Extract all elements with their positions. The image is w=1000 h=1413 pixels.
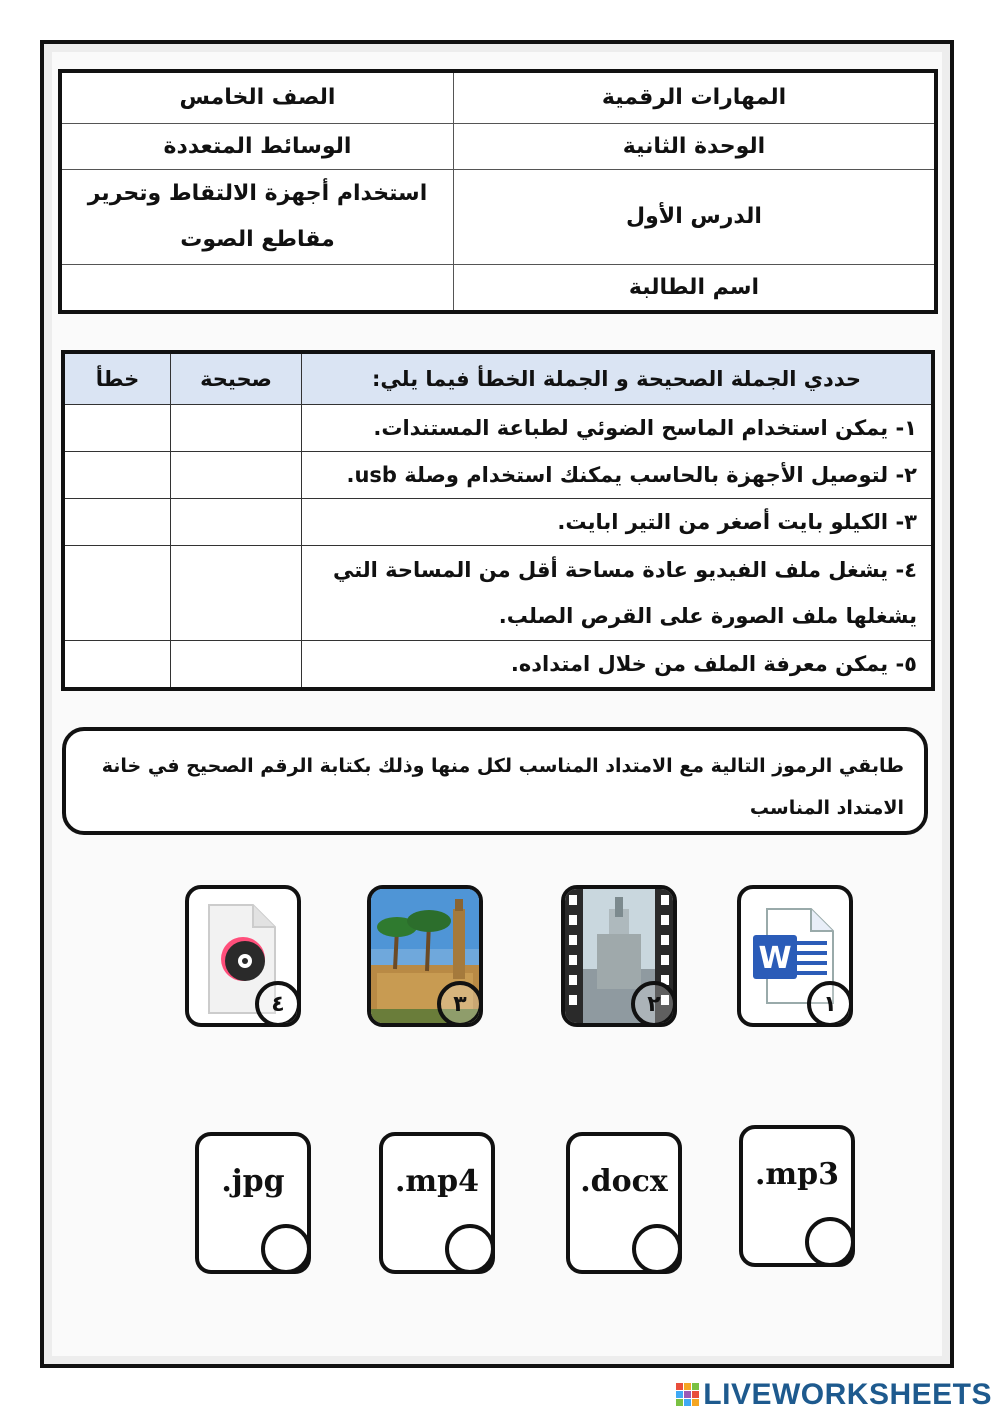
correct-header: صحيحة	[171, 352, 302, 405]
extension-answer-slot-docx[interactable]	[632, 1224, 682, 1274]
question-4: ٤- يشغل ملف الفيديو عادة مساحة أقل من المساحة التي يشغلها ملف الصورة على القرص الصلب.	[302, 546, 934, 641]
extension-label-mp3: .mp3	[754, 1157, 840, 1192]
liveworksheets-mark-icon	[676, 1383, 700, 1407]
grade-value: الصف الخامس	[60, 71, 454, 123]
extension-answer-slot-jpg[interactable]	[261, 1224, 311, 1274]
answer-correct-2[interactable]	[171, 452, 302, 499]
unit-label: الوحدة الثانية	[454, 123, 937, 169]
extension-label-docx: .docx	[580, 1164, 668, 1199]
icon-card-1	[737, 885, 853, 1027]
question-3: ٣- الكيلو بايت أصغر من التير ابايت.	[302, 499, 934, 546]
question-2: ٢- لتوصيل الأجهزة بالحاسب يمكنك استخدام وصلة usb.	[302, 452, 934, 499]
answer-wrong-5[interactable]	[63, 641, 171, 690]
question-5: ٥- يمكن معرفة الملف من خلال امتداده.	[302, 641, 934, 690]
question-header: حددي الجملة الصحيحة و الجملة الخطأ فيما يلي:	[302, 352, 934, 405]
svg-text:W: W	[758, 941, 792, 976]
answer-correct-4[interactable]	[171, 546, 302, 641]
answer-wrong-2[interactable]	[63, 452, 171, 499]
student-name-label: اسم الطالبة	[454, 264, 937, 312]
watermark-text: LIVEWORKSHEETS	[703, 1378, 992, 1411]
lesson-info-table	[58, 69, 938, 314]
liveworksheets-logo	[676, 1378, 992, 1412]
extension-label-mp4: .mp4	[394, 1164, 480, 1199]
unit-value: الوسائط المتعددة	[60, 123, 454, 169]
question-1: ١- يمكن استخدام الماسح الضوئي لطباعة المستندات.	[302, 405, 934, 452]
extension-card-mp3	[739, 1125, 855, 1267]
lesson-value: استخدام أجهزة الالتقاط وتحرير مقاطع الصوت	[60, 169, 454, 264]
wrong-header: خطأ	[63, 352, 171, 405]
icon-number-3: ٣	[437, 981, 483, 1027]
matching-instruction: طابقي الرموز التالية مع الامتداد المناسب لكل منها وذلك بكتابة الرقم الصحيح في خانة الامتداد المناسب	[62, 727, 928, 835]
icon-card-4	[185, 885, 301, 1027]
extension-label-jpg: .jpg	[221, 1164, 285, 1199]
subject-label: المهارات الرقمية	[454, 71, 937, 123]
extension-card-jpg	[195, 1132, 311, 1274]
true-false-table	[61, 350, 935, 691]
icon-card-3	[367, 885, 483, 1027]
answer-correct-5[interactable]	[171, 641, 302, 690]
lesson-label: الدرس الأول	[454, 169, 937, 264]
answer-wrong-4[interactable]	[63, 546, 171, 641]
extension-answer-slot-mp4[interactable]	[445, 1224, 495, 1274]
extension-card-docx	[566, 1132, 682, 1274]
answer-wrong-1[interactable]	[63, 405, 171, 452]
answer-correct-1[interactable]	[171, 405, 302, 452]
icon-number-2: ٢	[631, 981, 677, 1027]
icon-number-4: ٤	[255, 981, 301, 1027]
answer-correct-3[interactable]	[171, 499, 302, 546]
answer-wrong-3[interactable]	[63, 499, 171, 546]
icon-number-1: ١	[807, 981, 853, 1027]
extension-card-mp4	[379, 1132, 495, 1274]
student-name-field[interactable]	[60, 264, 454, 312]
icon-card-2	[561, 885, 677, 1027]
extension-answer-slot-mp3[interactable]	[805, 1217, 855, 1267]
